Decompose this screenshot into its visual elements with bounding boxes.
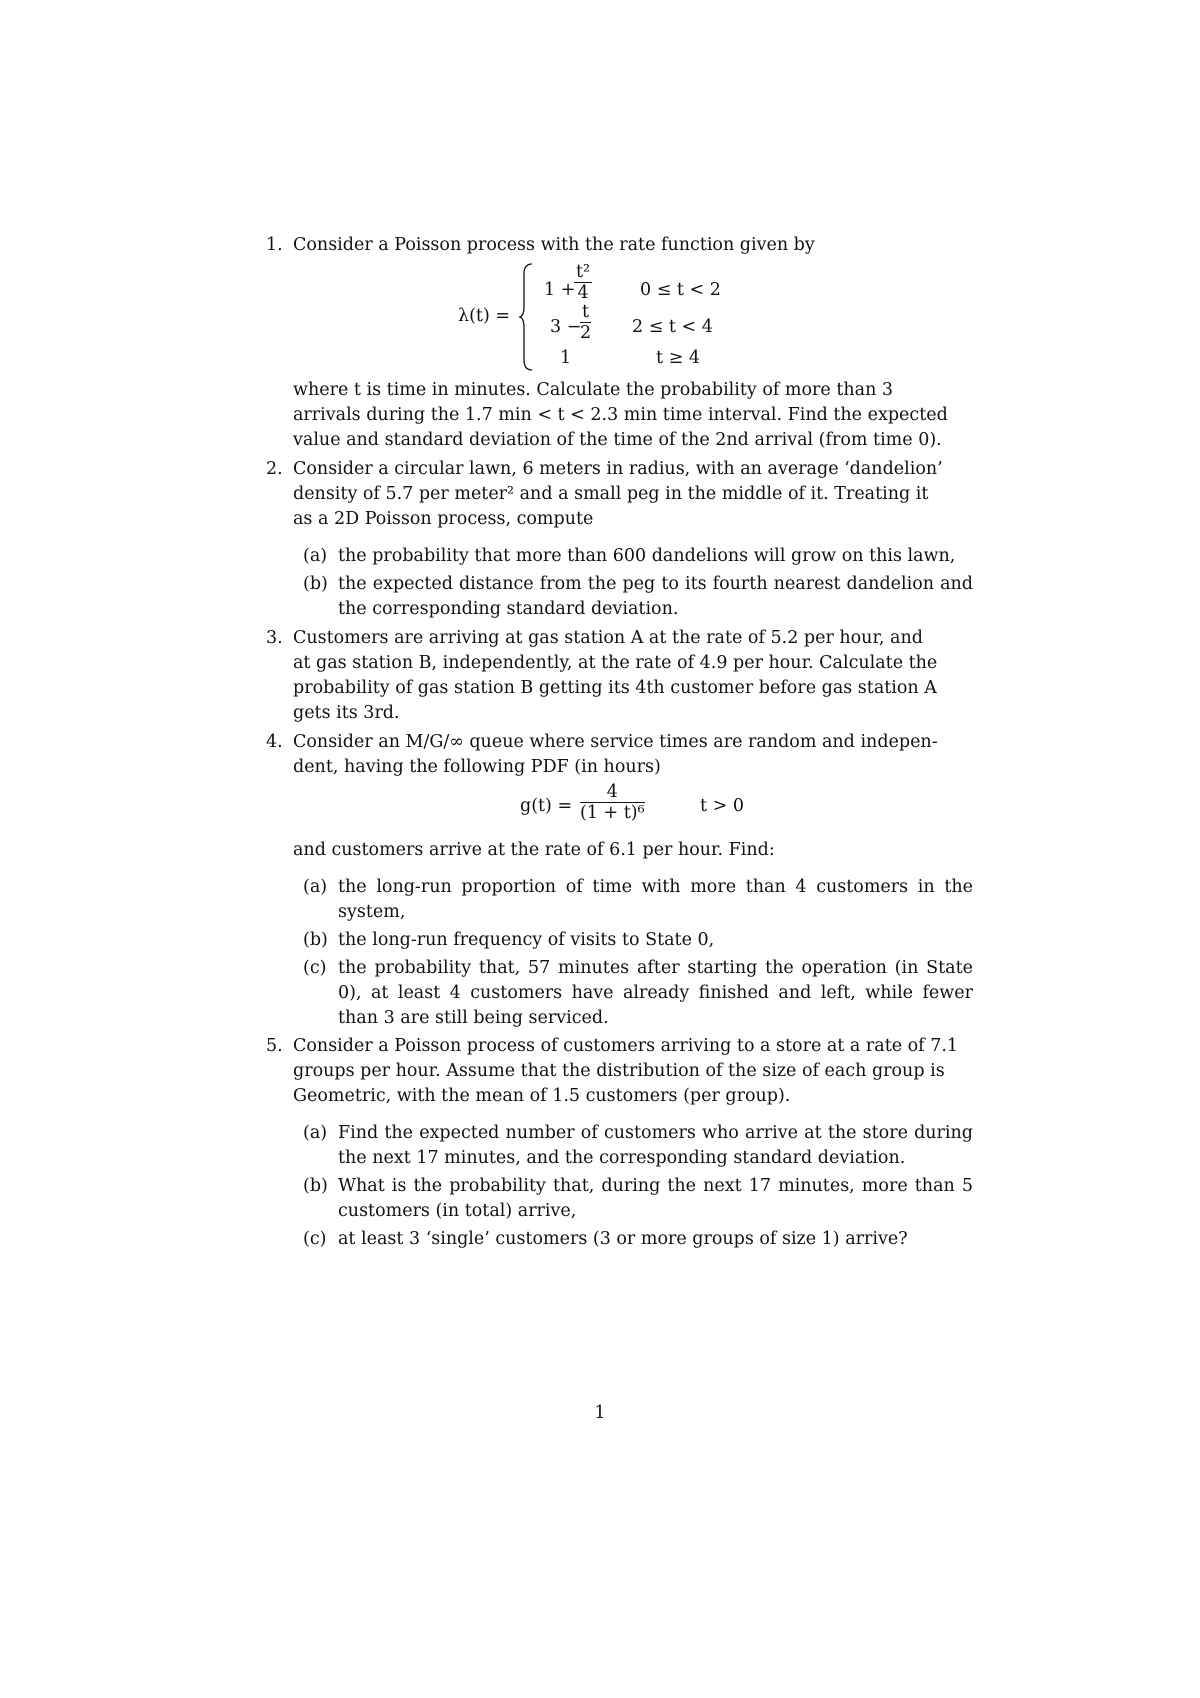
formula-lhs: g(t) =	[520, 796, 573, 816]
paragraph-line: gets its 3rd.	[293, 703, 400, 723]
subitem	[293, 572, 973, 622]
problem-3	[266, 626, 973, 726]
subitem	[293, 956, 973, 1031]
case2-numerator: t	[580, 302, 591, 323]
problem-5	[266, 1034, 973, 1255]
paragraph-line: Geometric, with the mean of 1.5 customers (per group).	[293, 1086, 791, 1106]
paragraph-line: arrivals during the 1.7 min < t < 2.3 min time interval. Find the expected	[293, 405, 948, 425]
case1-fraction	[574, 262, 592, 303]
case2-expr: 3 −	[550, 317, 582, 337]
subitem	[293, 875, 973, 925]
problem-intro: Consider a Poisson process with the rate function given by	[293, 235, 815, 255]
subitem-text: the long-run frequency of visits to State 0,	[338, 930, 715, 950]
subitem-text: the probability that, 57 minutes after starting the operation (in State 0), at least 4 customers have already finished and left, while fewer than 3 are still being serviced.	[338, 958, 973, 1028]
paragraph-line: at gas station B, independently, at the rate of 4.9 per hour. Calculate the	[293, 653, 938, 673]
paragraph-line: Consider a circular lawn, 6 meters in radius, with an average ‘dandelion’	[293, 459, 943, 479]
paragraph-line: groups per hour. Assume that the distribution of the size of each group is	[293, 1061, 945, 1081]
subitem-text: the long-run proportion of time with more than 4 customers in the system,	[338, 877, 973, 922]
subitem-label: (b)	[303, 930, 328, 950]
subitem-label: (a)	[303, 546, 328, 566]
case3-condition: t ≥ 4	[656, 348, 700, 368]
problem-number: 5.	[266, 1036, 283, 1056]
problem-number: 3.	[266, 628, 283, 648]
paragraph-line: Consider an M/G/∞ queue where service times are random and indepen-	[293, 732, 938, 752]
problem-number: 4.	[266, 732, 283, 752]
case1-expr: 1 +	[544, 280, 576, 300]
case2-fraction	[580, 302, 591, 343]
service-time-pdf-formula	[520, 782, 800, 832]
case1-numerator: t²	[576, 262, 591, 282]
subitem-list	[293, 875, 973, 1031]
problem-4	[266, 730, 973, 780]
paragraph-line: dent, having the following PDF (in hours)	[293, 757, 661, 777]
case1-denominator: 4	[577, 283, 589, 303]
subitem	[293, 1121, 973, 1171]
pdf-condition: t > 0	[700, 796, 744, 816]
subitem-label: (a)	[303, 1123, 328, 1143]
case3-expr: 1	[560, 348, 572, 368]
problem-1-body	[293, 378, 973, 453]
subitem-list	[293, 1121, 973, 1252]
case2-condition: 2 ≤ t < 4	[632, 317, 713, 337]
paragraph-line: and customers arrive at the rate of 6.1 per hour. Find:	[293, 840, 775, 860]
subitem	[293, 544, 973, 569]
paragraph-line: density of 5.7 per meter² and a small peg in the middle of it. Treating it	[293, 484, 929, 504]
subitem-text: the expected distance from the peg to its fourth nearest dandelion and the corresponding standard deviation.	[338, 574, 973, 619]
subitem-text: Find the expected number of customers who arrive at the store during the next 17 minutes, and the corresponding standard deviation.	[338, 1123, 973, 1168]
rate-function-formula	[440, 262, 760, 372]
problem-number: 1.	[266, 235, 283, 255]
problem-1	[266, 233, 973, 258]
case1-condition: 0 ≤ t < 2	[640, 280, 721, 300]
pdf-fraction	[580, 782, 645, 823]
case2-denominator: 2	[580, 323, 592, 343]
subitem-text: What is the probability that, during the next 17 minutes, more than 5 customers (in total) arrive,	[338, 1176, 973, 1221]
problem-4-body	[293, 838, 973, 1034]
formula-lhs: λ(t) =	[458, 306, 511, 326]
pdf-denominator: (1 + t)⁶	[580, 803, 645, 823]
subitem-list	[293, 544, 973, 622]
paragraph-line: where t is time in minutes. Calculate the probability of more than 3	[293, 380, 894, 400]
subitem-label: (b)	[303, 1176, 328, 1196]
subitem	[293, 1174, 973, 1224]
paragraph-line: Customers are arriving at gas station A at the rate of 5.2 per hour, and	[293, 628, 923, 648]
subitem-label: (c)	[303, 1229, 327, 1249]
page-number: 1	[594, 1403, 606, 1423]
paragraph-line: probability of gas station B getting its 4th customer before gas station A	[293, 678, 937, 698]
subitem	[293, 1227, 973, 1252]
subitem-label: (b)	[303, 574, 328, 594]
problem-number: 2.	[266, 459, 283, 479]
left-brace	[518, 262, 536, 372]
paragraph-line: Consider a Poisson process of customers arriving to a store at a rate of 7.1	[293, 1036, 959, 1056]
subitem-label: (a)	[303, 877, 328, 897]
pdf-numerator: 4	[580, 782, 645, 803]
subitem-label: (c)	[303, 958, 327, 978]
paragraph-line: value and standard deviation of the time of the 2nd arrival (from time 0).	[293, 430, 942, 450]
problem-2	[266, 457, 973, 625]
paragraph-line: as a 2D Poisson process, compute	[293, 509, 594, 529]
subitem-text: at least 3 ‘single’ customers (3 or more groups of size 1) arrive?	[338, 1229, 908, 1249]
subitem	[293, 928, 973, 953]
subitem-text: the probability that more than 600 dandelions will grow on this lawn,	[338, 546, 956, 566]
